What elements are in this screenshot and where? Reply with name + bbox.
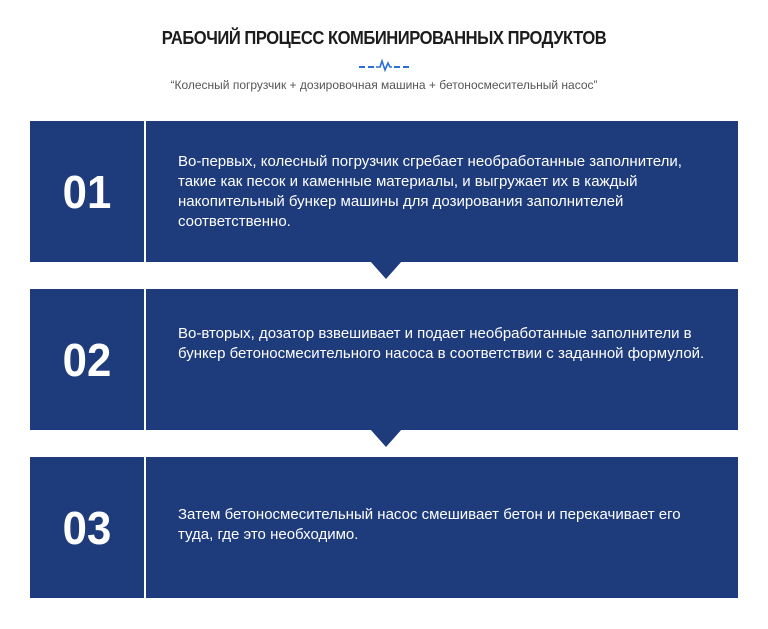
page-title: РАБОЧИЙ ПРОЦЕСС КОМБИНИРОВАННЫХ ПРОДУКТОВ [161, 28, 607, 48]
step-divider [144, 289, 146, 430]
step-number: 03 [62, 501, 112, 554]
page-subtitle: “Колесный погрузчик + дозировочная машина + бетоносмесительный насос” [170, 78, 598, 92]
step-card-3 [30, 457, 738, 598]
pulse-line-icon [359, 58, 409, 72]
step-number: 01 [62, 165, 112, 218]
step-text: Во-вторых, дозатор взвешивает и подает необработанные заполнители в бункер бетоносмесительного насоса в соответствии с заданной формулой. [178, 325, 705, 362]
down-arrow-icon [370, 429, 402, 447]
step-card-1 [30, 121, 738, 262]
down-arrow-icon [370, 261, 402, 279]
step-divider [144, 121, 146, 262]
step-text: Затем бетоносмесительный насос смешивает бетон и перекачивает его туда, где это необходимо. [178, 506, 681, 543]
step-number: 02 [62, 333, 112, 386]
step-text: Во-первых, колесный погрузчик сгребает необработанные заполнители, такие как песок и каменные материалы, и выгружает их в каждый накопительный бункер машины для дозирования заполнителей соответственно. [178, 153, 682, 230]
step-card-2 [30, 289, 738, 430]
step-divider [144, 457, 146, 598]
